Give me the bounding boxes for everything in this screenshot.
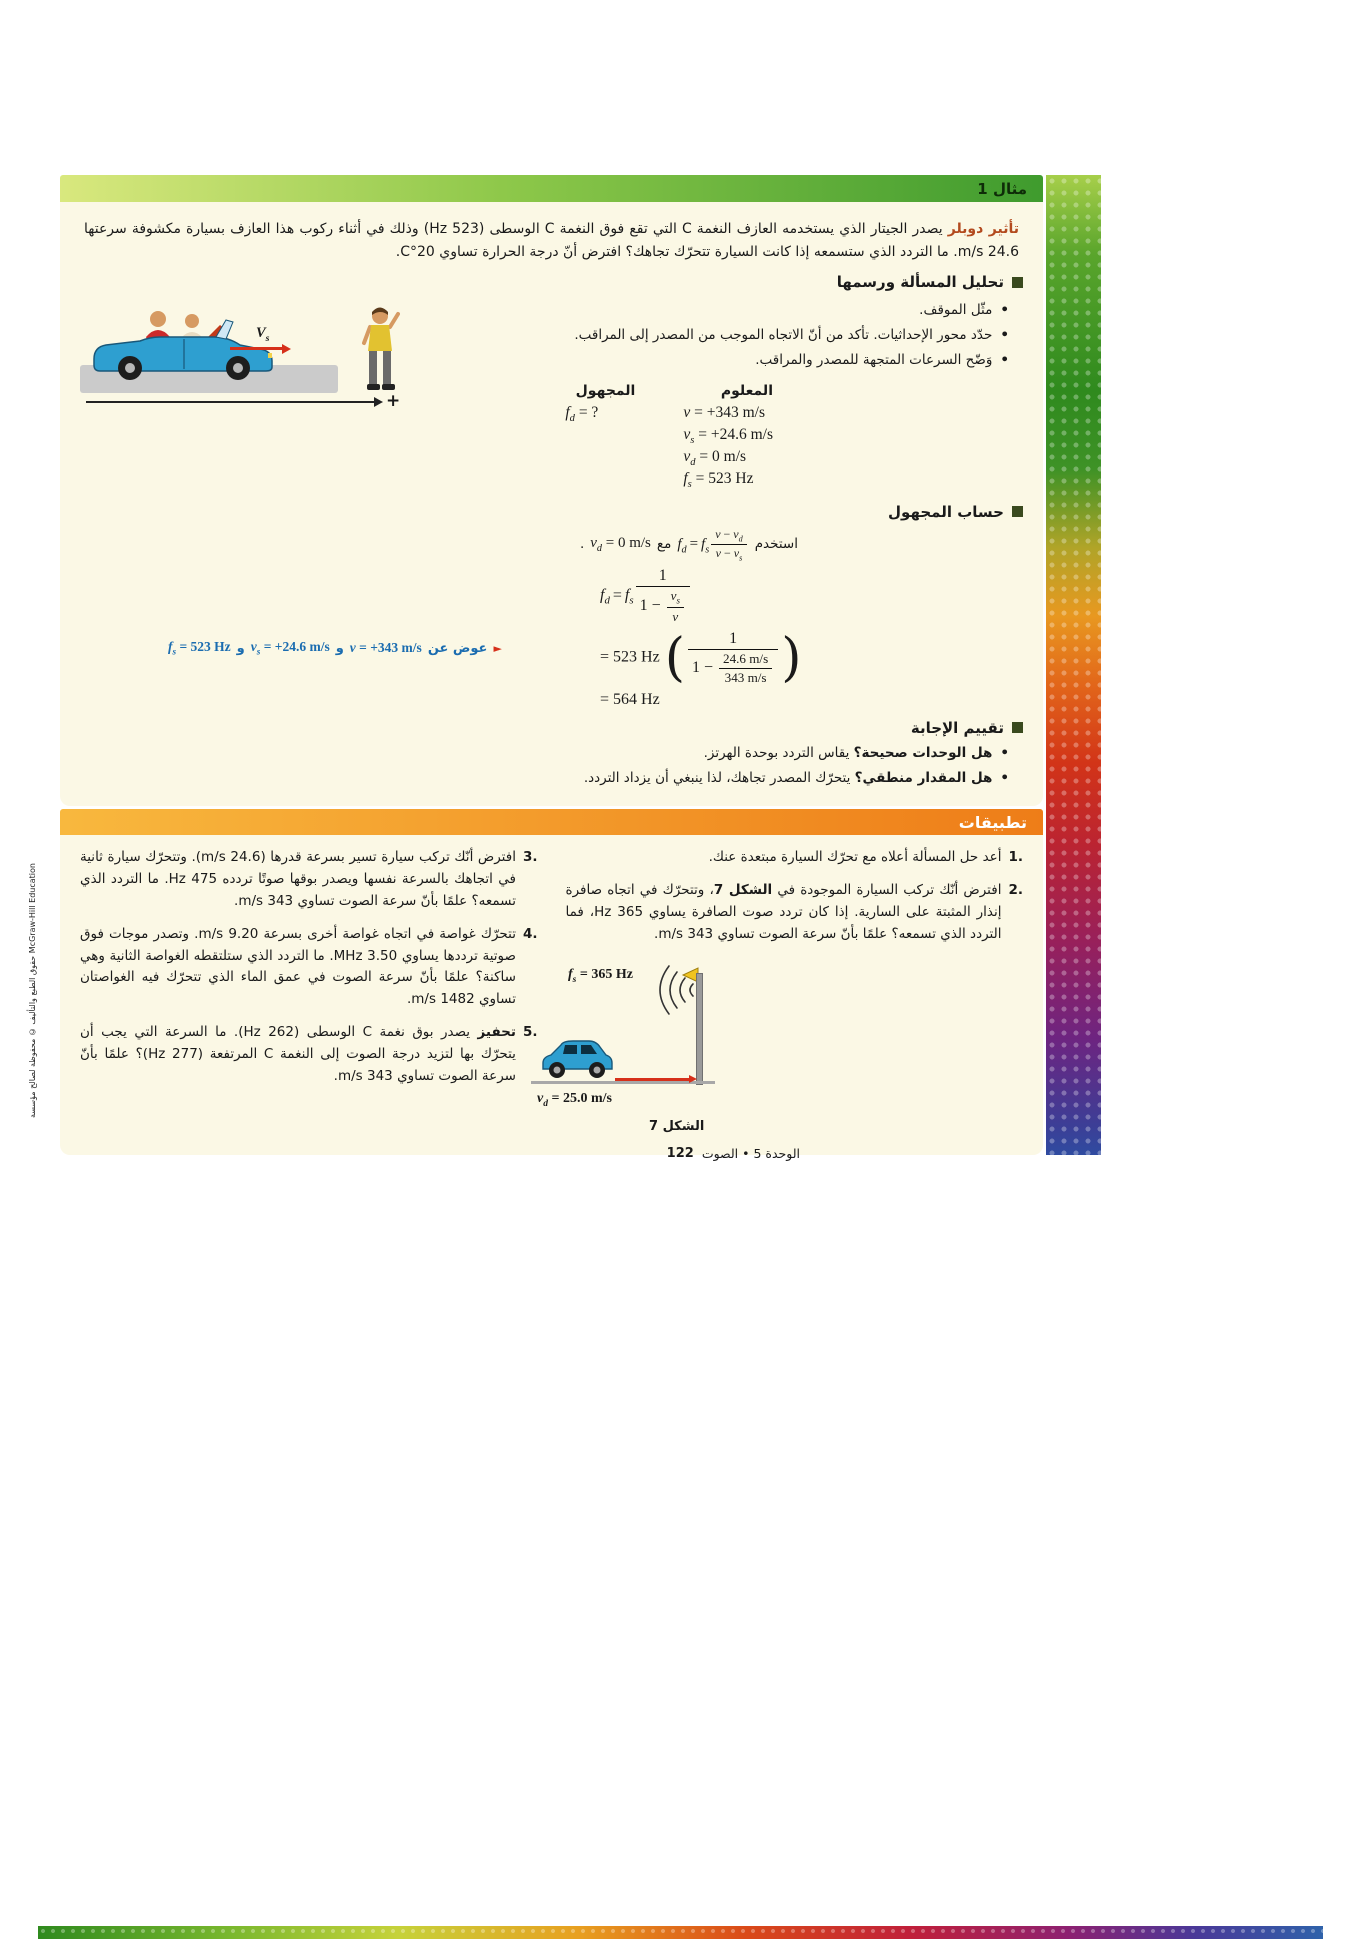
problem-number: 3. (522, 849, 538, 866)
example-title: مثال 1 (977, 179, 1027, 198)
note-vs-value: $v_s = +24.6$ m/s (250, 639, 330, 657)
section-title: تقييم الإجابة (910, 718, 1004, 737)
known-unknown-table (432, 383, 773, 492)
section-marker-icon (1012, 506, 1023, 517)
applications-columns (80, 847, 1023, 1140)
bullet-text: وَضّح السرعات المتجهة للمصدر والمراقب. (755, 351, 993, 368)
problem-number: 1. (1008, 849, 1023, 866)
problem-text: افترض أنّك تركب سيارة تسير بسرعة قدرها (24.6 m/s). وتتحرّك سيارة ثانية في اتجاهك بالسرعة نفسها ويصدر بوقها صوتًا تردده 475 Hz. ما التردد الذي تسمعه؟ علمًا بأنّ سرعة الصوت تساوي 343 m/s. (80, 849, 516, 909)
known-value: v = +343 m/s (683, 404, 766, 422)
problem-text: تتحرّك غواصة في اتجاه غواصة أخرى بسرعة 9.20 m/s. وتصدر موجات فوق صوتية ترددها يساوي 3.50 MHz. ما التردد الذي ستلتقطه الغواصة الثانية وهي ساكنة؟ علمًا بأنّ سرعة الصوت في عمق الماء الذي تتحرّك فيه الغواصتان تساوي 1482 m/s. (80, 925, 516, 1008)
section-analyze (80, 273, 1023, 291)
bullet-icon: • (1000, 351, 1009, 368)
section-solve (80, 503, 1023, 521)
problem-text: افترض أنّك تركب السيارة الموجودة في الشكل 7، وتتحرّك في اتجاه صافرة إنذار المثبتة على السارية. إذا كان تردد صوت الصافرة يساوي 365 Hz، فما التردد الذي تسمعه؟ علمًا بأنّ سرعة الصوت تساوي 343 m/s. (565, 881, 1002, 942)
source-velocity-label: $V_s$ (256, 325, 270, 345)
note-fs-value: $f_s = 523$ Hz (168, 639, 231, 657)
copyright-sidebar: حقوق الطبع والتأليف © محفوظة لصالح مؤسسة McGraw-Hill Education (28, 863, 37, 1118)
page-footer (600, 1146, 800, 1161)
unknown-column (565, 383, 635, 492)
content-column (60, 175, 1043, 1155)
problem-item (566, 847, 1024, 869)
problem-statement (84, 218, 1019, 263)
bullet-icon: • (1000, 769, 1009, 786)
bullet-text: حدّد محور الإحداثيات. تأكد من أنّ الاتجاه الموجب من المصدر إلى المراقب. (574, 326, 993, 343)
problem-text: يصدر الجيتار الذي يستخدمه العازف النغمة C التي تقع فوق النغمة C الوسطى (523 Hz) وذلك في أثناء ركوب هذا العازف بسيارة مكشوفة سرعتها 24.6 m/s. ما التردد الذي ستسمعه إذا كانت السيارة تتحرّك تجاهك؟ افترض أنّ درجة الحرارة تساوي 20°C. (84, 221, 1019, 260)
source-velocity-arrowhead (282, 344, 291, 354)
problem-item (80, 847, 538, 913)
known-column (683, 383, 773, 492)
bullet-icon: • (1000, 326, 1009, 343)
decorative-bottom-strip (38, 1926, 1323, 1939)
problem-item (80, 924, 538, 1011)
analyze-bullet (432, 300, 1009, 322)
coordinate-axis-arrowhead (374, 397, 383, 407)
page-number: 122 (666, 1146, 694, 1161)
observer-icon (360, 305, 400, 395)
substitution-note (168, 639, 502, 657)
note-prefix: عوض عن (427, 640, 488, 656)
doppler-formula: $f_d = f_s$ $\frac{v - v_d}{v - v_s}$ (677, 527, 748, 563)
bullet-text: مثّل الموقف. (919, 302, 993, 319)
road-line (531, 1081, 715, 1084)
applications-column-left (80, 847, 538, 1140)
bullet-icon: • (1000, 302, 1009, 319)
problem-number: 2. (1008, 881, 1023, 898)
use-with: مع (656, 536, 672, 553)
known-value: $v_d = 0$ m/s (683, 448, 747, 469)
analyze-bullet (432, 325, 1009, 347)
problem-number: 5. (522, 1024, 538, 1041)
siren-pole (696, 973, 703, 1085)
applications-header-bar (60, 809, 1043, 835)
equation-result: = 564 Hz (600, 690, 660, 708)
convertible-car-icon (88, 305, 280, 381)
section-marker-icon (1012, 722, 1023, 733)
applications-panel (60, 835, 1043, 1154)
source-velocity-arrow (230, 347, 282, 350)
section-title: حساب المجهول (888, 502, 1004, 521)
equation-area (80, 567, 1023, 709)
evaluate-bullet (80, 768, 1009, 790)
example-header-bar (60, 175, 1043, 202)
applications-title: تطبيقات (958, 812, 1027, 832)
car-icon (539, 1033, 615, 1081)
footer-unit-label: الوحدة 5 • الصوت (701, 1146, 800, 1161)
right-paren: ) (781, 627, 802, 688)
analyze-row (80, 297, 1023, 492)
positive-direction-label: + (386, 391, 401, 412)
velocity-arrow (615, 1078, 689, 1081)
section-marker-icon (1012, 277, 1023, 288)
vd-condition: $v_d = 0$ m/s (590, 534, 651, 554)
example-panel (60, 202, 1043, 806)
bullet-icon: • (1000, 744, 1009, 761)
velocity-arrowhead (689, 1075, 697, 1083)
content-area (60, 175, 1101, 1155)
section-evaluate (80, 719, 1023, 737)
equation-substituted: = 523 Hz ( 1 1 − $\frac{24.6 m/s}{343 m/s}$ ) (600, 627, 802, 688)
evaluate-bullet (80, 743, 1009, 765)
note-and: و (335, 640, 344, 656)
equation-stack (600, 567, 1023, 709)
decorative-side-strip (1046, 175, 1101, 1155)
note-and: و (236, 640, 245, 656)
problem-item (80, 1022, 538, 1088)
analyze-bullet (432, 350, 1009, 372)
problem-text: أعد حل المسألة أعلاه مع تحرّك السيارة مبتعدة عنك. (708, 849, 1002, 866)
known-title: المعلوم (720, 383, 773, 400)
solve-instruction (80, 527, 798, 563)
use-prefix: استخدم (754, 536, 798, 553)
equation-symbolic: $f_d = f_s$ 1 1 − $\frac{v_s}{v}$ (600, 567, 1023, 625)
left-paren: ( (664, 627, 685, 688)
problem-lead: تأثير دوبلر (947, 221, 1019, 237)
figure-7 (531, 957, 723, 1141)
problem-number: 4. (522, 925, 538, 942)
known-value: $v_s = +24.6$ m/s (683, 426, 773, 447)
unknown-title: المجهول (575, 383, 636, 400)
bullet-text: هل الوحدات صحيحة؟ يقاس التردد بوحدة الهرتز. (703, 744, 993, 761)
note-v-value: v = +343 m/s (349, 640, 422, 656)
sentence-period: . (579, 536, 585, 553)
section-title: تحليل المسألة ورسمها (836, 273, 1004, 292)
problem-item (566, 880, 1024, 946)
bullet-text: هل المقدار منطقي؟ يتحرّك المصدر تجاهك، لذا ينبغي أن يزداد التردد. (583, 769, 993, 786)
analyze-text-column (432, 297, 1023, 492)
figure-caption: الشكل 7 (649, 1118, 705, 1134)
car-velocity-label: $v_d = 25.0$ m/s (537, 1090, 612, 1109)
applications-column-right (537, 847, 1024, 1140)
note-arrow-icon: ► (493, 641, 502, 655)
problem-text: تحفيز يصدر بوق نغمة C الوسطى (262 Hz). ما السرعة التي يجب أن يتحرّك بها لتزيد درجة الصوت إلى النغمة C المرتفعة (277 Hz)؟ علمًا بأنّ سرعة الصوت تساوي 343 m/s. (80, 1024, 516, 1084)
unknown-value: $f_d$ = ? (565, 404, 599, 425)
known-value: $f_s = 523$ Hz (683, 470, 754, 491)
situation-sketch (80, 299, 432, 441)
siren-frequency-label: $f_s = 365$ Hz (568, 966, 633, 985)
coordinate-axis (86, 401, 374, 403)
